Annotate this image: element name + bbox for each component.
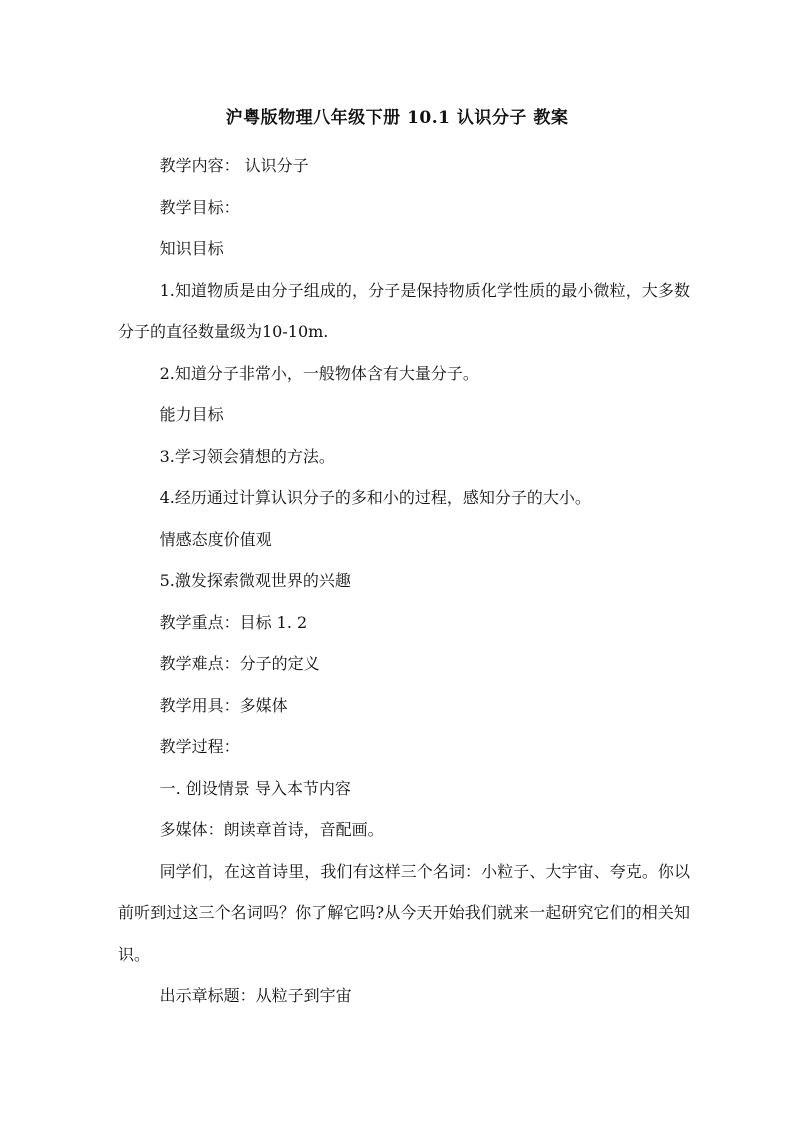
paragraph-teaching-process: 教学过程： [159, 737, 240, 756]
paragraph-difficult-points: 教学难点：分子的定义 [159, 654, 320, 673]
paragraph-key-points: 教学重点：目标 1. 2 [159, 612, 308, 632]
paragraph-goal-1: 1.知道物质是由分子组成的，分子是保持物质化学性质的最小微粒，大多数分子的直径数量级为10-10m. [118, 280, 690, 341]
paragraph-chapter-title: 出示章标题：从粒子到宇宙 [159, 986, 352, 1005]
paragraph-goal-3: 3.学习领会猜想的方法。 [159, 446, 335, 466]
paragraph-goal-4: 4.经历通过计算认识分子的多和小的过程，感知分子的大小。 [159, 488, 591, 507]
paragraph-multimedia: 多媒体：朗读章首诗，音配画。 [159, 820, 384, 839]
document-body [118, 145, 690, 1017]
paragraph-section-one: 一. 创设情景 导入本节内容 [159, 778, 351, 798]
paragraph-teaching-goals: 教学目标： [159, 197, 240, 217]
paragraph-ability-goals: 能力目标 [159, 405, 224, 424]
document-title: 沪粤版物理八年级下册 10.1 认识分子 教案 [225, 108, 569, 128]
paragraph-introduction: 同学们，在这首诗里，我们有这样三个名词：小粒子、大宇宙、夸克。你以前听到过这三个名词吗？你了解它吗?从今天开始我们就来一起研究它们的相关知识。 [118, 861, 690, 964]
paragraph-goal-2: 2.知道分子非常小，一般物体含有大量分子。 [159, 363, 479, 383]
paragraph-knowledge-goals: 知识目标 [159, 239, 224, 258]
paragraph-goal-5: 5.激发探索微观世界的兴趣 [159, 571, 351, 590]
paragraph-emotion-values: 情感态度价值观 [159, 529, 272, 549]
paragraph-teaching-content: 教学内容： 认识分子 [159, 156, 309, 175]
paragraph-teaching-tools: 教学用具：多媒体 [159, 695, 288, 715]
